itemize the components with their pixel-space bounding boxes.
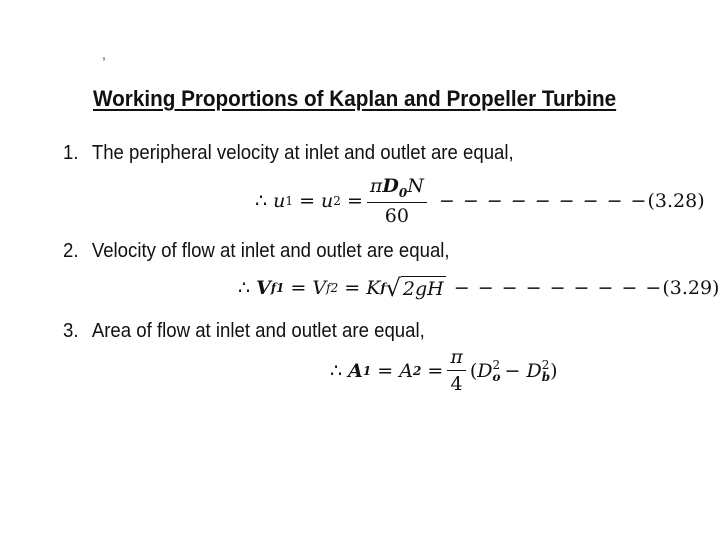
eq-sub: 1	[285, 193, 294, 208]
list-item-1	[63, 142, 514, 165]
eq-sub: 2	[333, 193, 341, 208]
leader-dashes: − − − − − − − − −	[438, 189, 648, 212]
eq-var: K	[366, 277, 381, 299]
eq-var: D	[382, 175, 399, 197]
pi-symbol: π	[369, 175, 383, 197]
equals-sign: =	[299, 189, 315, 212]
eq-var: V	[312, 277, 327, 299]
list-item-3	[63, 320, 425, 343]
leader-dashes: − − − − − − − − −	[453, 277, 663, 299]
item-text: Velocity of flow at inlet and outlet are equal,	[91, 240, 450, 262]
open-paren: (	[469, 359, 478, 382]
item-number: 2.	[63, 240, 79, 262]
eq-var: V	[256, 277, 271, 299]
eq-var: A	[348, 359, 363, 382]
item-number: 1.	[63, 142, 79, 164]
page-title: Working Proportions of Kaplan and Propeller Turbine	[93, 86, 617, 111]
stray-mark: ,	[102, 46, 106, 62]
equation-area: ∴ A 1 = A 2 = $\frac{\pi}{4}$ ( D 2 o − D 2 b )	[330, 346, 558, 395]
eq-var: u	[321, 189, 334, 212]
equation-3-28: ∴ u 1 = u 2 = $\frac{\pi D_0N}{60}$ − − − − − − − − − (3.28)	[255, 175, 705, 227]
equation-number: (3.28)	[647, 189, 705, 212]
eq-sub: 1	[362, 363, 372, 378]
fraction-denominator: 60	[384, 204, 409, 227]
eq-sub: b	[541, 369, 551, 384]
equation-number: (3.29)	[662, 277, 720, 299]
eq-sub: 0	[398, 185, 408, 200]
equals-sign: =	[377, 359, 394, 382]
eq-sup: 2	[541, 357, 550, 372]
eq-var: A	[399, 359, 413, 382]
eq-sup: 2	[492, 357, 501, 372]
fraction-denominator: 4	[450, 373, 463, 395]
equation-3-29: ∴ V f1 = V f2 = K f √ 2gH − − − − − − − − − (3.29)	[238, 274, 720, 302]
eq-sub: f	[380, 281, 386, 295]
minus-sign: −	[504, 359, 521, 382]
item-text: The peripheral velocity at inlet and outlet are equal,	[91, 142, 514, 164]
equals-sign: =	[290, 277, 307, 299]
fraction	[447, 346, 466, 395]
eq-var: u	[273, 189, 286, 212]
eq-sub: o	[492, 369, 501, 384]
fraction-numerator	[367, 175, 427, 203]
eq-sub: f1	[270, 281, 285, 295]
square-root: √ 2gH	[385, 274, 444, 302]
eq-var: N	[407, 175, 424, 197]
therefore-symbol: ∴	[255, 189, 268, 212]
eq-sub: 2	[413, 363, 422, 378]
close-paren: )	[550, 359, 558, 382]
eq-var: D	[526, 359, 542, 382]
therefore-symbol: ∴	[330, 359, 343, 382]
eq-sub: f2	[326, 281, 339, 295]
therefore-symbol: ∴	[238, 277, 251, 299]
list-item-2	[63, 240, 450, 263]
fraction-numerator: π	[447, 346, 466, 371]
radicand: 2gH	[402, 278, 444, 300]
fraction	[367, 175, 427, 227]
item-text: Area of flow at inlet and outlet are equal,	[91, 320, 425, 342]
item-number: 3.	[63, 320, 79, 342]
eq-var: D	[477, 359, 493, 382]
